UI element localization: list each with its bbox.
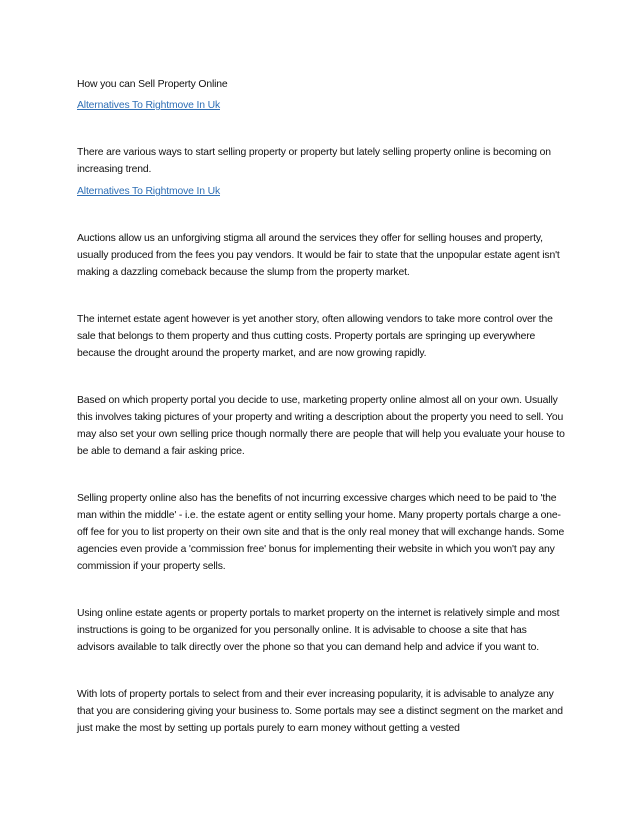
spacer [77,656,565,686]
spacer [77,200,565,230]
alternatives-link-2[interactable]: Alternatives To Rightmove In Uk [77,186,220,197]
spacer [77,281,565,311]
document-page [77,76,565,737]
paragraph-benefits: Selling property online also has the benefits of not incurring excessive charges which need to be paid to 'the man within the middle' - i.e. the estate agent or entity selling your home. Many property portals charge a one-off fee for you to list property on their own site and that is the only real money that will exchange hands. Some agencies even provide a 'commission free' bonus for implementing their website in which you won't pay any commission if your property sells. [77,493,565,572]
paragraph-online-agents: Using online estate agents or property portals to market property on the internet is relatively simple and most instructions is going to be organized for you personally online. It is advisable to choose a site that has advisors available to talk directly over the phone so that you can demand help and advice if you want to. [77,608,560,653]
paragraph-internet-agent: The internet estate agent however is yet another story, often allowing vendors to take more control over the sale that belongs to them property and thus cutting costs. Property portals are springing up everywhere because the drought around the property market, and are now growing rapidly. [77,314,553,359]
spacer [77,114,565,144]
paragraph-portal-choice: Based on which property portal you decide to use, marketing property online almost all on your own. Usually this involves taking pictures of your property and writing a description about the property you need to sell. You may also set your own selling price though normally there are people that will help you evaluate your house to be able to demand a fair asking price. [77,395,565,457]
document-title: How you can Sell Property Online [77,79,228,90]
paragraph-auctions: Auctions allow us an unforgiving stigma all around the services they offer for selling houses and property, usually produced from the fees you pay vendors. It would be fair to state that the unpopular estate agent isn't making a dazzling comeback because the slump from the property market. [77,233,560,278]
spacer [77,575,565,605]
intro-paragraph: There are various ways to start selling property or property but lately selling property online is becoming on increasing trend. [77,147,551,175]
spacer [77,460,565,490]
spacer [77,362,565,392]
alternatives-link-1[interactable]: Alternatives To Rightmove In Uk [77,100,220,111]
paragraph-portal-popularity: With lots of property portals to select from and their ever increasing popularity, it is advisable to analyze any that you are considering giving your business to. Some portals may see a distinct segment on the market and just make the most by setting up portals purely to earn money without getting a vested [77,689,563,734]
